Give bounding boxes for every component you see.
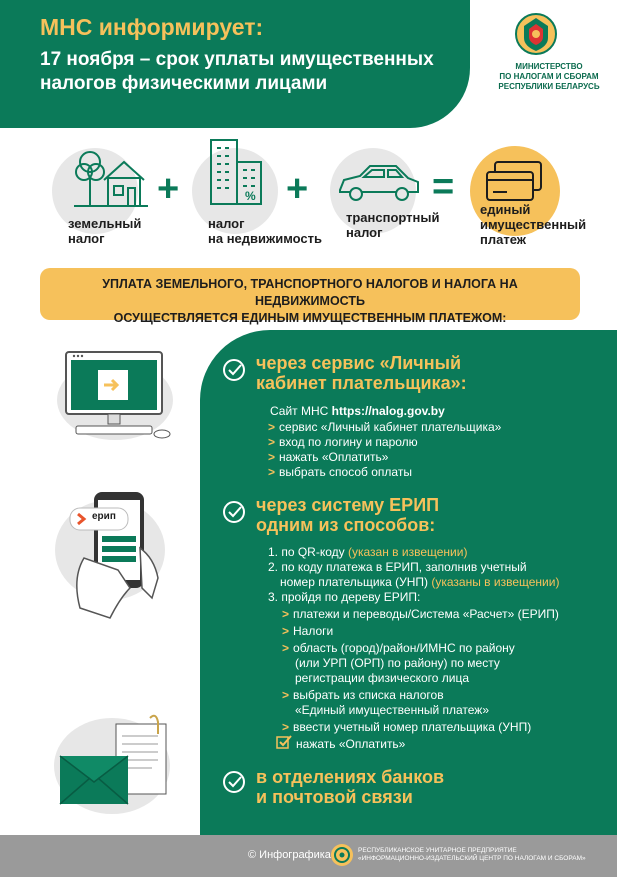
svg-text:%: % <box>245 189 256 203</box>
footer-publisher-line-1: РЕСПУБЛИКАНСКОЕ УНИТАРНОЕ ПРЕДПРИЯТИЕ <box>358 847 517 854</box>
house-icon <box>70 140 150 210</box>
banner-text <box>60 276 560 327</box>
banner-line-2: ОСУЩЕСТВЛЯЕТСЯ ЕДИНЫМ ИМУЩЕСТВЕННЫМ ПЛАТЕЖОМ: <box>113 311 507 325</box>
erip-final-step: нажать «Оплатить» <box>296 737 406 751</box>
property-tax-label <box>208 216 322 246</box>
header-title: МНС информирует: <box>40 14 264 40</box>
erip-tree-cont: регистрации физического лица <box>295 671 470 685</box>
erip-app-label: ерип <box>92 511 116 522</box>
erip-tree-text: платежи и переводы/Система «Расчет» (ЕРИП) <box>293 607 559 621</box>
ministry-line-2: ПО НАЛОГАМ И СБОРАМ <box>499 72 599 81</box>
footer-copyright: © Инфографика <box>248 849 331 861</box>
erip-tree-item: > Налоги <box>282 624 334 638</box>
method-erip-title <box>256 495 439 535</box>
cabinet-step-text: вход по логину и паролю <box>279 435 418 449</box>
cabinet-step: > вход по логину и паролю <box>268 435 418 449</box>
check-circle-icon <box>222 770 246 794</box>
method-cabinet-title-line-2: кабинет плательщика»: <box>256 373 467 393</box>
single-payment-label <box>480 202 586 247</box>
check-circle-icon <box>222 500 246 524</box>
header-subtitle: 17 ноября – срок уплаты имущественных налогов физическими лицами <box>40 49 434 94</box>
ministry-line-3: РЕСПУБЛИКИ БЕЛАРУСЬ <box>498 82 600 91</box>
info-banner <box>40 268 580 325</box>
site-line <box>270 404 445 419</box>
transport-tax-line-1: транспортный <box>346 210 440 225</box>
erip-option-2-text: номер плательщика (УНП) <box>280 575 432 589</box>
banner-line-1: УПЛАТА ЗЕМЕЛЬНОГО, ТРАНСПОРТНОГО НАЛОГОВ И НАЛОГА НА НЕДВИЖИМОСТЬ <box>102 277 518 308</box>
footer-publisher <box>358 847 586 863</box>
footer-publisher-line-2: «ИНФОРМАЦИОННО-ИЗДАТЕЛЬСКИЙ ЦЕНТР ПО НАЛОГАМ И СБОРАМ» <box>358 855 586 862</box>
erip-tree-cont: (или УРП (ОРП) по району) по месту <box>295 656 500 670</box>
equals-sign: = <box>432 166 455 208</box>
transport-tax-label <box>346 210 440 240</box>
erip-option-3: 3. пройдя по дереву ЕРИП: <box>268 590 421 604</box>
erip-tree-item: > платежи и переводы/Система «Расчет» (ЕРИП) <box>282 607 559 621</box>
transport-tax-line-2: налог <box>346 225 383 240</box>
cabinet-step-text: сервис «Личный кабинет плательщика» <box>279 420 502 434</box>
erip-tree-text: Налоги <box>293 624 334 638</box>
erip-tree-item: > выбрать из списка налогов <box>282 688 444 702</box>
site-prefix: Сайт МНС <box>270 404 332 418</box>
check-circle-icon <box>222 358 246 382</box>
erip-option-2-note: (указаны в извещении) <box>431 575 560 589</box>
method-erip-title-line-2: одним из способов: <box>256 515 436 535</box>
erip-tree-text: ввести учетный номер плательщика (УНП) <box>293 720 532 734</box>
cabinet-step-text: выбрать способ оплаты <box>279 465 412 479</box>
method-bank-title-line-1: в отделениях банков <box>256 767 445 787</box>
erip-option-1-text: 1. по QR-коду <box>268 545 348 559</box>
method-bank-title-line-2: и почтовой связи <box>256 787 413 807</box>
erip-option-2: 2. по коду платежа в ЕРИП, заполнив учетный <box>268 560 527 574</box>
cabinet-step-text: нажать «Оплатить» <box>279 450 389 464</box>
single-payment-line-2: имущественный <box>480 217 587 232</box>
land-tax-line-1: земельный <box>68 216 142 231</box>
land-tax-label <box>68 216 141 246</box>
erip-option-2-cont <box>280 575 559 590</box>
car-icon <box>334 160 424 206</box>
ministry-line-1: МИНИСТЕРСТВО <box>515 62 583 71</box>
building-icon <box>205 134 273 208</box>
ministry-emblem-icon <box>514 12 558 56</box>
cabinet-step: > нажать «Оплатить» <box>268 450 389 464</box>
erip-tree-item: > область (город)/район/ИМНС по району <box>282 641 515 655</box>
method-cabinet-title-line-1: через сервис «Личный <box>256 353 462 373</box>
bank-cards-icon <box>483 160 545 204</box>
property-tax-line-2: на недвижимость <box>208 231 323 246</box>
erip-option-1 <box>268 545 467 560</box>
land-tax-line-2: налог <box>68 231 105 246</box>
erip-tree-text: выбрать из списка налогов <box>293 688 444 702</box>
footer <box>0 835 617 877</box>
erip-tree-item: > ввести учетный номер плательщика (УНП) <box>282 720 532 734</box>
checkbox-checked-icon <box>276 734 292 750</box>
method-erip-title-line-1: через систему ЕРИП <box>256 495 440 515</box>
erip-tree-text: область (город)/район/ИМНС по району <box>293 641 515 655</box>
phone-erip-illustration-icon <box>40 488 190 628</box>
publisher-logo-icon <box>330 843 354 867</box>
single-payment-line-1: единый <box>480 202 531 217</box>
plus-sign-2: + <box>286 168 309 210</box>
single-payment-line-3: платеж <box>480 232 526 247</box>
computer-illustration-icon <box>40 338 190 448</box>
cabinet-step: > сервис «Личный кабинет плательщика» <box>268 420 502 434</box>
plus-sign-1: + <box>157 168 180 210</box>
erip-option-1-note: (указан в извещении) <box>347 545 468 559</box>
ministry-name <box>490 62 608 92</box>
method-cabinet-title <box>256 353 467 393</box>
method-bank-title <box>256 767 444 807</box>
header-banner <box>0 0 470 128</box>
site-url-link[interactable]: https://nalog.gov.by <box>331 404 445 418</box>
property-tax-line-1: налог <box>208 216 245 231</box>
erip-tree-cont: «Единый имущественный платеж» <box>295 703 490 717</box>
envelope-documents-illustration-icon <box>50 712 180 820</box>
cabinet-step: > выбрать способ оплаты <box>268 465 412 479</box>
